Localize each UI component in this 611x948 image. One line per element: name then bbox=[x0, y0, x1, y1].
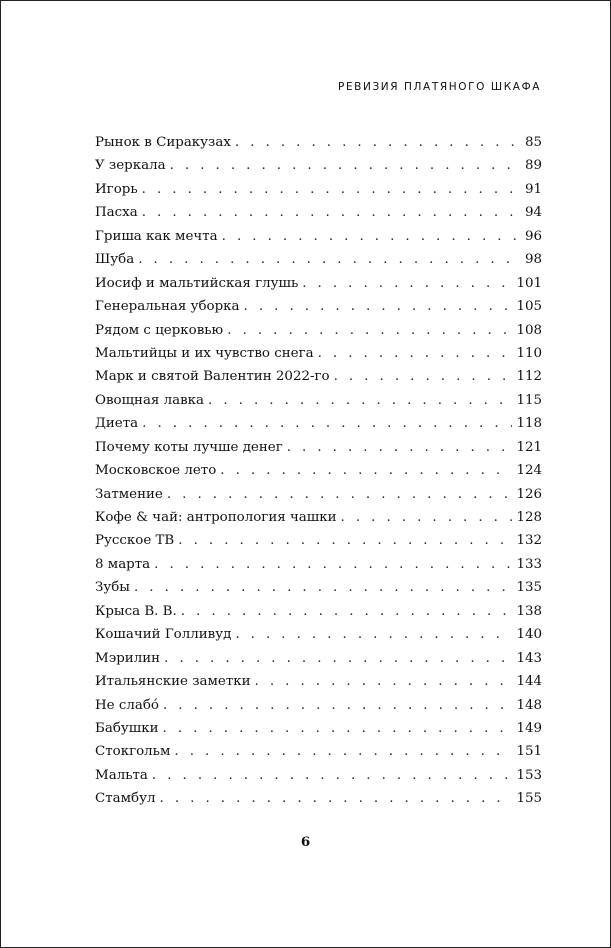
toc-leader-dots bbox=[302, 272, 512, 295]
toc-entry[interactable] bbox=[95, 178, 542, 201]
toc-entry-page: 143 bbox=[516, 650, 542, 666]
toc-entry-page: 155 bbox=[516, 791, 542, 807]
toc-entry[interactable] bbox=[95, 225, 542, 248]
toc-entry[interactable] bbox=[95, 342, 542, 365]
toc-leader-dots bbox=[160, 787, 513, 810]
toc-leader-dots bbox=[164, 647, 512, 670]
toc-entry[interactable] bbox=[95, 740, 542, 763]
toc-entry[interactable] bbox=[95, 647, 542, 670]
toc-entry-page: 121 bbox=[516, 439, 542, 455]
toc-entry-page: 94 bbox=[524, 205, 542, 221]
toc-entry-title: 8 марта bbox=[95, 556, 151, 572]
toc-entry-page: 110 bbox=[516, 345, 542, 361]
toc-leader-dots bbox=[163, 717, 513, 740]
toc-entry-title: У зеркала bbox=[95, 158, 166, 174]
toc-entry-page: 112 bbox=[516, 369, 542, 385]
toc-entry-title: Пасха bbox=[95, 205, 138, 221]
toc-leader-dots bbox=[178, 529, 512, 552]
toc-entry-title: Московское лето bbox=[95, 463, 217, 479]
toc-entry-page: 105 bbox=[516, 299, 542, 315]
toc-entry[interactable] bbox=[95, 412, 542, 435]
toc-entry[interactable] bbox=[95, 787, 542, 810]
page-number: 6 bbox=[300, 834, 311, 850]
toc-entry-page: 128 bbox=[516, 510, 542, 525]
toc-leader-dots bbox=[222, 225, 521, 248]
toc-entry-page: 124 bbox=[516, 463, 542, 479]
toc-entry-title: Кофе & чай: антропология чашки bbox=[95, 510, 337, 525]
toc-entry-title: Гриша как мечта bbox=[95, 228, 218, 244]
toc-leader-dots bbox=[152, 764, 513, 787]
toc-entry-title: Затмение bbox=[95, 486, 163, 502]
toc-entry-page: 101 bbox=[516, 275, 542, 291]
toc-entry[interactable] bbox=[95, 600, 542, 623]
toc-entry[interactable] bbox=[95, 576, 542, 599]
toc-entry[interactable] bbox=[95, 529, 542, 552]
toc-leader-dots bbox=[244, 295, 513, 318]
toc-entry-page: 91 bbox=[524, 181, 542, 197]
toc-leader-dots bbox=[287, 436, 513, 459]
toc-entry-page: 149 bbox=[516, 720, 542, 736]
toc-leader-dots bbox=[154, 553, 512, 576]
toc-entry[interactable] bbox=[95, 506, 542, 529]
toc-leader-dots bbox=[235, 623, 512, 646]
toc-leader-dots bbox=[220, 459, 512, 482]
toc-entry-page: 108 bbox=[516, 322, 542, 338]
toc-leader-dots bbox=[174, 740, 512, 763]
toc-entry-page: 115 bbox=[516, 392, 542, 408]
toc-leader-dots bbox=[227, 319, 512, 342]
toc-entry-title: Бабушки bbox=[95, 720, 159, 736]
toc-entry[interactable] bbox=[95, 389, 542, 412]
toc-entry[interactable] bbox=[95, 295, 542, 318]
toc-leader-dots bbox=[142, 178, 521, 201]
toc-entry[interactable] bbox=[95, 248, 542, 271]
toc-entry-title: Стокгольм bbox=[95, 744, 171, 760]
toc-entry[interactable] bbox=[95, 154, 542, 177]
toc-entry[interactable] bbox=[95, 764, 542, 787]
toc-entry-title: Генеральная уборка bbox=[95, 299, 240, 315]
toc-leader-dots bbox=[334, 365, 513, 388]
toc-entry-title: Овощная лавка bbox=[95, 392, 205, 408]
toc-leader-dots bbox=[208, 389, 512, 412]
toc-entry-title: Русское ТВ bbox=[95, 533, 175, 549]
toc-entry[interactable] bbox=[95, 319, 542, 342]
toc-entry-title: Не слабо́ bbox=[95, 697, 159, 713]
toc-entry-title: Зубы bbox=[95, 580, 130, 596]
toc-entry-title: Кошачий Голливуд bbox=[95, 627, 232, 643]
toc-entry-page: 98 bbox=[524, 252, 542, 268]
toc-entry-page: 144 bbox=[516, 674, 542, 690]
toc-entry[interactable] bbox=[95, 272, 542, 295]
toc-entry-page: 135 bbox=[516, 580, 542, 596]
toc-entry-page: 148 bbox=[516, 697, 542, 713]
toc-entry-title: Почему коты лучше денег bbox=[95, 439, 283, 455]
toc-entry[interactable] bbox=[95, 694, 542, 717]
toc-leader-dots bbox=[163, 694, 512, 717]
table-of-contents bbox=[95, 131, 542, 811]
toc-entry-title: Игорь bbox=[95, 181, 138, 197]
toc-entry[interactable] bbox=[95, 717, 542, 740]
toc-entry-title: Рынок в Сиракузах bbox=[95, 135, 231, 150]
toc-entry[interactable] bbox=[95, 436, 542, 459]
toc-entry-title: Мэрилин bbox=[95, 650, 161, 666]
toc-leader-dots bbox=[142, 201, 521, 224]
toc-entry-title: Шуба bbox=[95, 252, 135, 268]
toc-entry-title: Диета bbox=[95, 416, 139, 432]
toc-entry-page: 133 bbox=[516, 556, 542, 572]
toc-leader-dots bbox=[138, 248, 521, 271]
toc-entry-page: 118 bbox=[516, 416, 542, 432]
toc-entry[interactable] bbox=[95, 553, 542, 576]
toc-entry-title: Крыса В. В. bbox=[95, 603, 177, 619]
toc-leader-dots bbox=[170, 154, 521, 177]
toc-entry-page: 153 bbox=[516, 767, 542, 783]
toc-entry[interactable] bbox=[95, 459, 542, 482]
toc-entry-page: 96 bbox=[524, 228, 542, 244]
toc-leader-dots bbox=[341, 506, 513, 529]
toc-entry-title: Марк и святой Валентин 2022-го bbox=[95, 369, 330, 385]
toc-entry[interactable] bbox=[95, 670, 542, 693]
toc-entry[interactable] bbox=[95, 131, 542, 154]
toc-entry-page: 126 bbox=[516, 486, 542, 502]
toc-entry[interactable] bbox=[95, 483, 542, 506]
toc-entry-page: 132 bbox=[516, 533, 542, 549]
toc-entry-page: 89 bbox=[524, 158, 542, 174]
toc-entry[interactable] bbox=[95, 623, 542, 646]
toc-entry-page: 85 bbox=[524, 135, 542, 150]
toc-leader-dots bbox=[181, 600, 513, 623]
toc-leader-dots bbox=[318, 342, 513, 365]
toc-leader-dots bbox=[255, 670, 513, 693]
toc-entry-title: Итальянские заметки bbox=[95, 674, 251, 690]
toc-entry-title: Мальта bbox=[95, 767, 148, 783]
toc-entry-page: 151 bbox=[516, 744, 542, 760]
toc-entry-title: Иосиф и мальтийская глушь bbox=[95, 275, 299, 291]
toc-entry-page: 140 bbox=[516, 627, 542, 643]
toc-entry-title: Рядом с церковью bbox=[95, 322, 224, 338]
toc-entry-title: Стамбул bbox=[95, 791, 156, 807]
running-header: РЕВИЗИЯ ПЛАТЯНОГО ШКАФА bbox=[338, 81, 541, 93]
toc-leader-dots bbox=[235, 131, 521, 154]
toc-entry-title: Мальтийцы и их чувство снега bbox=[95, 345, 314, 361]
toc-leader-dots bbox=[142, 412, 512, 435]
toc-entry[interactable] bbox=[95, 365, 542, 388]
toc-entry[interactable] bbox=[95, 201, 542, 224]
toc-leader-dots bbox=[167, 483, 513, 506]
toc-leader-dots bbox=[134, 576, 512, 599]
toc-entry-page: 138 bbox=[516, 603, 542, 619]
